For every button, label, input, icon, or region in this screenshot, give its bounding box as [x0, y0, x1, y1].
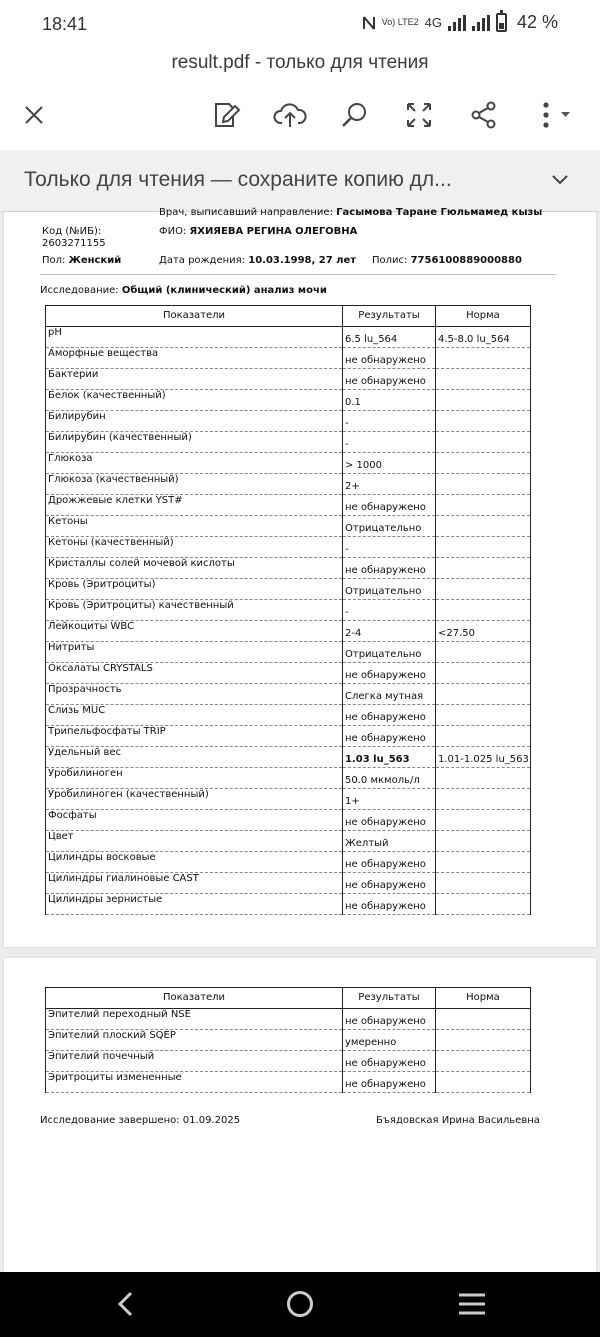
indicator-name: Аморфные вещества: [46, 348, 343, 369]
norm-value: [436, 453, 531, 474]
table-row: [46, 768, 531, 789]
table-row: [46, 873, 531, 894]
indicator-name: Кристаллы солей мочевой кислоты: [46, 558, 343, 579]
table-row: [46, 558, 531, 579]
status-bar: [0, 0, 600, 50]
nfc-icon: [362, 15, 376, 31]
norm-value: [436, 495, 531, 516]
battery-icon: [496, 13, 507, 32]
norm-value: [436, 558, 531, 579]
result-value: не обнаружено: [343, 1009, 436, 1030]
indicator-name: Цилиндры гиалиновые CAST: [46, 873, 343, 894]
norm-value: [436, 726, 531, 747]
indicator-name: Кетоны: [46, 516, 343, 537]
table-row: [46, 705, 531, 726]
result-value: 50.0 мкмоль/л: [343, 768, 436, 789]
cloud-upload-button[interactable]: [268, 90, 312, 140]
battery-percent: 42 %: [516, 12, 558, 32]
results-table: [45, 305, 531, 915]
table-row: [46, 1051, 531, 1072]
doctor-value: Гасымова Таране Гюльмамед кызы: [336, 207, 543, 218]
norm-value: [436, 516, 531, 537]
indicator-name: Кетоны (качественный): [46, 537, 343, 558]
norm-value: [436, 663, 531, 684]
result-value: Желтый: [343, 831, 436, 852]
norm-value: [436, 642, 531, 663]
results-table-continued: [45, 987, 531, 1093]
table-row: [46, 369, 531, 390]
result-value: 1.03 lu_563: [343, 747, 436, 768]
norm-value: 1.01-1.025 lu_563: [436, 747, 531, 768]
norm-value: [436, 1030, 531, 1051]
dob-value: 10.03.1998, 27 лет: [248, 255, 357, 266]
header-norm: Норма: [436, 306, 531, 327]
norm-value: 4.5-8.0 lu_564: [436, 327, 531, 348]
norm-value: [436, 537, 531, 558]
edit-button[interactable]: [204, 90, 248, 140]
table-row: [46, 642, 531, 663]
zoom-fit-icon: [405, 101, 433, 129]
doctor-line: [159, 207, 542, 218]
result-value: Отрицательно: [343, 516, 436, 537]
system-nav-bar: [0, 1272, 600, 1337]
back-icon: [116, 1291, 136, 1317]
policy-value: 7756100889000880: [410, 255, 522, 266]
table-row: [46, 789, 531, 810]
result-value: не обнаружено: [343, 369, 436, 390]
header-results: Результаты: [343, 988, 436, 1009]
table-row: [46, 747, 531, 768]
pdf-page-1: [4, 207, 596, 947]
table-row: [46, 327, 531, 348]
table-row: [46, 894, 531, 915]
completed-value: 01.09.2025: [182, 1115, 241, 1126]
share-button[interactable]: [462, 90, 506, 140]
close-icon: [23, 104, 45, 126]
table-row: [46, 453, 531, 474]
norm-value: [436, 684, 531, 705]
table-row: [46, 411, 531, 432]
result-value: Отрицательно: [343, 642, 436, 663]
indicator-name: Слизь MUC: [46, 705, 343, 726]
table-row: [46, 831, 531, 852]
norm-value: [436, 579, 531, 600]
table-row: [46, 1030, 531, 1051]
study-label: Исследование:: [40, 285, 119, 296]
result-value: -: [343, 600, 436, 621]
norm-value: [436, 873, 531, 894]
norm-value: [436, 810, 531, 831]
indicator-name: pH: [46, 327, 343, 348]
chevron-down-icon: [550, 170, 570, 190]
more-icon: [537, 101, 577, 129]
result-value: не обнаружено: [343, 810, 436, 831]
network-type: 4G: [424, 15, 442, 30]
table-row: [46, 1009, 531, 1030]
more-button[interactable]: [532, 90, 582, 140]
indicator-name: Глюкоза (качественный): [46, 474, 343, 495]
indicator-name: Лейкоциты WBC: [46, 621, 343, 642]
result-value: 2-4: [343, 621, 436, 642]
toolbar: [0, 90, 600, 140]
close-button[interactable]: [12, 90, 56, 140]
table-row: [46, 1072, 531, 1093]
back-button[interactable]: [106, 1286, 146, 1322]
home-icon: [285, 1289, 315, 1319]
norm-value: [436, 474, 531, 495]
result-value: умеренно: [343, 1030, 436, 1051]
indicator-name: Прозрачность: [46, 684, 343, 705]
result-value: не обнаружено: [343, 726, 436, 747]
table-row: [46, 390, 531, 411]
indicator-name: Эритроциты измененные: [46, 1072, 343, 1093]
table-row: [46, 579, 531, 600]
result-value: не обнаружено: [343, 873, 436, 894]
indicator-name: Цилиндры восковые: [46, 852, 343, 873]
header-norm: Норма: [436, 988, 531, 1009]
result-value: 6.5 lu_564: [343, 327, 436, 348]
status-time: 18:41: [42, 14, 88, 34]
result-value: Слегка мутная: [343, 684, 436, 705]
norm-value: [436, 348, 531, 369]
result-value: 0.1: [343, 390, 436, 411]
norm-value: [436, 1009, 531, 1030]
header-indicators: Показатели: [46, 988, 343, 1009]
indicator-name: Нитриты: [46, 642, 343, 663]
divider: [40, 274, 556, 275]
table-row: [46, 495, 531, 516]
sex-line: [42, 255, 121, 266]
indicator-name: Глюкоза: [46, 453, 343, 474]
indicator-name: Уробилиноген (качественный): [46, 789, 343, 810]
read-only-banner[interactable]: [0, 150, 600, 212]
banner-expand-button[interactable]: [550, 170, 570, 194]
result-value: не обнаружено: [343, 1072, 436, 1093]
doctor-label: Врач, выписавший направление:: [159, 207, 333, 218]
result-value: 1+: [343, 789, 436, 810]
indicator-name: Трипельфосфаты TRIP: [46, 726, 343, 747]
norm-value: [436, 705, 531, 726]
table-row: [46, 621, 531, 642]
policy-label: Полис:: [372, 255, 408, 266]
norm-value: [436, 831, 531, 852]
table-row: [46, 726, 531, 747]
status-icons: [362, 12, 558, 33]
table-row: [46, 348, 531, 369]
result-value: не обнаружено: [343, 495, 436, 516]
table-row: [46, 810, 531, 831]
search-button[interactable]: [332, 90, 376, 140]
table-row: [46, 684, 531, 705]
signal-2-icon: [472, 15, 490, 31]
indicator-name: Оксалаты CRYSTALS: [46, 663, 343, 684]
norm-value: [436, 1072, 531, 1093]
study-line: [40, 285, 327, 296]
result-value: -: [343, 411, 436, 432]
table-row: [46, 600, 531, 621]
document-viewer[interactable]: [0, 207, 600, 1272]
indicator-name: Кровь (Эритроциты): [46, 579, 343, 600]
code-label: Код (№ИБ):: [42, 226, 102, 237]
zoom-fit-button[interactable]: [397, 90, 441, 140]
completed-line: [40, 1115, 240, 1126]
result-value: не обнаружено: [343, 348, 436, 369]
result-value: не обнаружено: [343, 663, 436, 684]
norm-value: [436, 390, 531, 411]
volte-indicator: Vo) LTE2: [381, 17, 419, 27]
indicator-name: Уробилиноген: [46, 768, 343, 789]
fio-value: ЯХИЯЕВА РЕГИНА ОЛЕГОВНА: [189, 226, 358, 237]
share-icon: [470, 101, 498, 129]
indicator-name: Эпителий плоский SQEP: [46, 1030, 343, 1051]
norm-value: [436, 369, 531, 390]
pdf-page-2: [4, 958, 596, 1272]
recents-icon: [457, 1291, 487, 1317]
norm-value: [436, 432, 531, 453]
dob-label: Дата рождения:: [159, 255, 246, 266]
indicator-name: Бактерии: [46, 369, 343, 390]
fio-line: [159, 226, 357, 237]
indicator-name: Фосфаты: [46, 810, 343, 831]
indicator-name: Билирубин (качественный): [46, 432, 343, 453]
completed-label: Исследование завершено:: [40, 1115, 180, 1126]
result-value: > 1000: [343, 453, 436, 474]
result-value: не обнаружено: [343, 558, 436, 579]
cloud-upload-icon: [273, 101, 307, 129]
table-row: [46, 852, 531, 873]
results-header-row: [46, 988, 531, 1009]
policy-line: [372, 255, 522, 266]
norm-value: [436, 789, 531, 810]
result-value: 2+: [343, 474, 436, 495]
norm-value: [436, 852, 531, 873]
result-value: не обнаружено: [343, 705, 436, 726]
indicator-name: Белок (качественный): [46, 390, 343, 411]
table-row: [46, 537, 531, 558]
sex-value: Женский: [68, 255, 122, 266]
table-row: [46, 516, 531, 537]
norm-value: [436, 894, 531, 915]
table-row: [46, 474, 531, 495]
norm-value: [436, 600, 531, 621]
norm-value: [436, 1051, 531, 1072]
indicator-name: Кровь (Эритроциты) качественный: [46, 600, 343, 621]
result-value: не обнаружено: [343, 1051, 436, 1072]
norm-value: [436, 768, 531, 789]
home-button[interactable]: [280, 1286, 320, 1322]
table-row: [46, 432, 531, 453]
header-results: Результаты: [343, 306, 436, 327]
result-value: -: [343, 432, 436, 453]
indicator-name: Эпителий переходный NSE: [46, 1009, 343, 1030]
result-value: не обнаружено: [343, 852, 436, 873]
norm-value: <27.50: [436, 621, 531, 642]
signal-1-icon: [448, 15, 466, 31]
banner-text: Только для чтения — сохраните копию дл...: [24, 168, 452, 191]
sex-label: Пол:: [42, 255, 66, 266]
norm-value: [436, 411, 531, 432]
recents-button[interactable]: [452, 1286, 492, 1322]
signer-name: Бъядовская Ирина Васильевна: [376, 1115, 540, 1126]
document-title: result.pdf - только для чтения: [171, 52, 429, 73]
result-value: -: [343, 537, 436, 558]
indicator-name: Дрожжевые клетки YST#: [46, 495, 343, 516]
indicator-name: Удельный вес: [46, 747, 343, 768]
fio-label: ФИО:: [159, 226, 187, 237]
results-header-row: [46, 306, 531, 327]
code-value: 2603271155: [42, 238, 106, 249]
edit-icon: [211, 100, 241, 130]
table-row: [46, 663, 531, 684]
header-indicators: Показатели: [46, 306, 343, 327]
study-value: Общий (клинический) анализ мочи: [121, 285, 327, 296]
result-value: не обнаружено: [343, 894, 436, 915]
indicator-name: Эпителий почечный: [46, 1051, 343, 1072]
indicator-name: Цвет: [46, 831, 343, 852]
search-icon: [339, 100, 369, 130]
result-value: Отрицательно: [343, 579, 436, 600]
indicator-name: Цилиндры зернистые: [46, 894, 343, 915]
dob-line: [159, 255, 356, 266]
indicator-name: Билирубин: [46, 411, 343, 432]
